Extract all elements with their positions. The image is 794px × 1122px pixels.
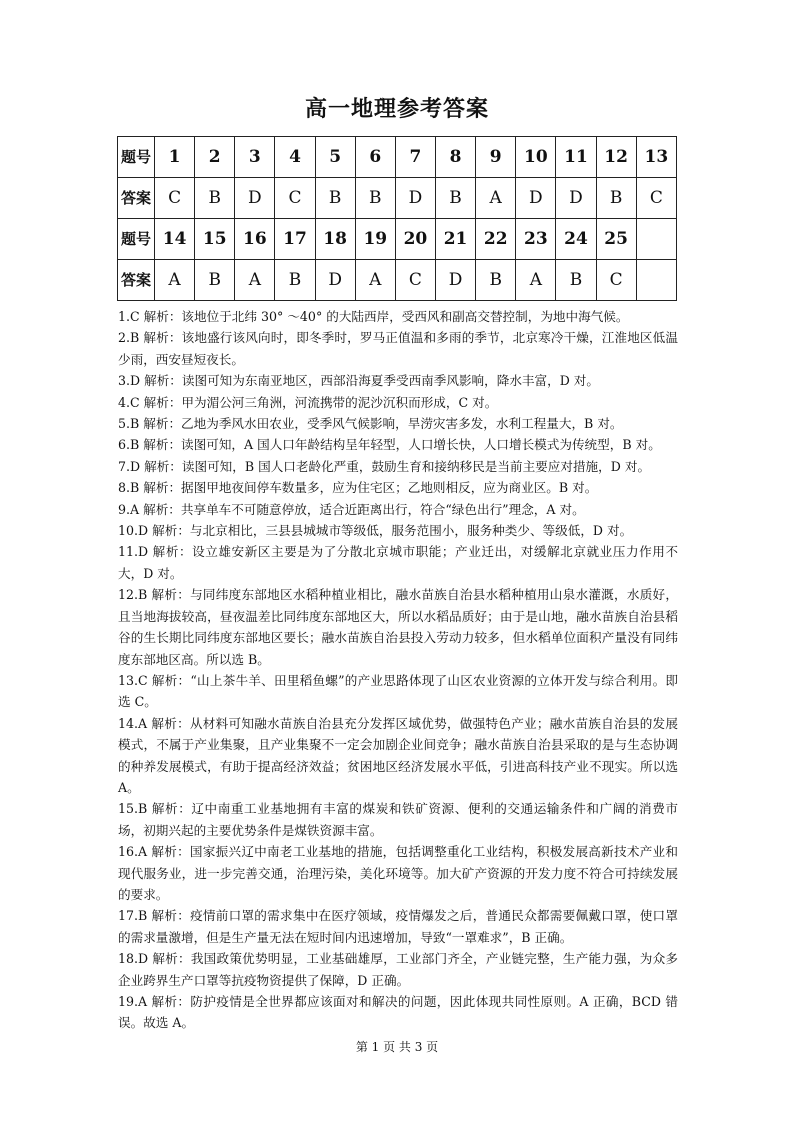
table-cell: A [235, 260, 275, 301]
explanation-item: 9.A 解析：共享单车不可随意停放，适合近距离出行，符合“绿色出行”理念，A 对。 [118, 501, 585, 517]
table-cell: 1 [155, 137, 195, 178]
explanation-item: 8.B 解析：据图甲地夜间停车数量多，应为住宅区；乙地则相反，应为商业区。B 对。 [118, 480, 598, 496]
row-header: 答案 [118, 260, 155, 301]
table-cell: D [556, 178, 596, 219]
table-row [118, 260, 677, 301]
table-cell: D [516, 178, 556, 219]
table-cell: C [155, 178, 195, 219]
table-cell: A [155, 260, 195, 301]
page-footer: 第 1 页 共 3 页 [355, 1040, 439, 1054]
table-cell: B [195, 178, 235, 219]
table-cell: C [395, 260, 435, 301]
table-cell: B [195, 260, 235, 301]
page-title: 高一地理参考答案 [304, 97, 489, 122]
table-cell: B [596, 178, 636, 219]
table-row [118, 178, 677, 219]
table-cell: 14 [155, 219, 195, 260]
table-cell: B [476, 260, 516, 301]
explanation-item: 5.B 解析：乙地为季风水田农业，受季风气候影响，旱涝灾害多发，水利工程量大，B 对。 [118, 416, 623, 432]
table-cell: C [636, 178, 676, 219]
table-row [118, 137, 677, 178]
table-cell: 22 [476, 219, 516, 260]
row-header: 题号 [118, 219, 155, 260]
row-header: 答案 [118, 178, 155, 219]
table-cell: 3 [235, 137, 275, 178]
table-cell: B [275, 260, 315, 301]
explanation-item: 15.B 解析：辽中南重工业基地拥有丰富的煤炭和铁矿资源、便利的交通运输条件和广阔的消费市场，初期兴起的主要优势条件是煤铁资源丰富。 [118, 801, 678, 838]
table-cell: D [235, 178, 275, 219]
table-cell: 25 [596, 219, 636, 260]
explanation-item: 10.D 解析：与北京相比，三县县城城市等级低，服务范围小，服务种类少、等级低，D 对。 [118, 523, 633, 539]
table-cell: A [355, 260, 395, 301]
table-cell: 24 [556, 219, 596, 260]
explanation-item: 13.C 解析：“山上茶牛羊、田里稻鱼螺”的产业思路体现了山区农业资源的立体开发与综合利用。即选 C。 [118, 672, 678, 710]
table-cell [636, 260, 676, 301]
table-cell: 6 [355, 137, 395, 178]
explanation-item: 19.A 解析：防护疫情是全世界都应该面对和解决的问题，因此体现共同性原则。A 正确，BCD 错误。故选 A。 [118, 994, 678, 1031]
explanation-item: 2.B 解析：该地盛行该风向时，即冬季时，罗马正值温和多雨的季节，北京寒冷干燥，江淮地区低温少雨，西安昼短夜长。 [118, 330, 678, 367]
table-row [118, 219, 677, 260]
answer-table [117, 136, 677, 301]
table-cell: D [315, 260, 355, 301]
table-cell: 9 [476, 137, 516, 178]
explanation-list [118, 306, 678, 1034]
table-cell: 15 [195, 219, 235, 260]
table-cell: D [395, 178, 435, 219]
table-cell: 12 [596, 137, 636, 178]
table-cell: 16 [235, 219, 275, 260]
table-cell: C [596, 260, 636, 301]
explanation-item: 16.A 解析：国家振兴辽中南老工业基地的措施，包括调整重化工业结构，积极发展高新技术产业和现代服务业，进一步完善交通，治理污染，美化环境等。加大矿产资源的开发力度不符合可持续发展的要求。 [118, 844, 678, 902]
explanation-item: 12.B 解析：与同纬度东部地区水稻种植业相比，融水苗族自治县水稻种植用山泉水灌溉，水质好，且当地海拔较高，昼夜温差比同纬度东部地区大，所以水稻品质好；由于是山地，融水苗族自治县稻谷的生长期比同纬度东部地区要长；融水苗族自治县投入劳动力较多，但水稻单位面积产量没有同纬度东部地区高。所以选 B。 [118, 587, 678, 667]
table-cell: A [476, 178, 516, 219]
table-cell: 2 [195, 137, 235, 178]
table-cell: B [435, 178, 475, 219]
table-cell: 18 [315, 219, 355, 260]
table-cell: 23 [516, 219, 556, 260]
table-cell [636, 219, 676, 260]
explanation-item: 18.D 解析：我国政策优势明显，工业基础雄厚，工业部门齐全，产业链完整，生产能力强，为众多企业跨界生产口罩等抗疫物资提供了保障，D 正确。 [118, 951, 678, 988]
table-cell: B [355, 178, 395, 219]
row-header: 题号 [118, 137, 155, 178]
table-cell: 5 [315, 137, 355, 178]
table-cell: 17 [275, 219, 315, 260]
explanation-item: 3.D 解析：读图可知为东南亚地区，西部沿海夏季受西南季风影响，降水丰富，D 对。 [118, 373, 599, 389]
table-cell: B [315, 178, 355, 219]
explanation-item: 14.A 解析：从材料可知融水苗族自治县充分发挥区域优势，做强特色产业；融水苗族自治县的发展模式，不属于产业集聚，且产业集聚不一定会加剧企业间竞争；融水苗族自治县采取的是与生态协调的种养发展模式，有助于提高经济效益；贫困地区经济发展水平低，引进高科技产业不现实。所以选 A。 [118, 715, 678, 795]
explanation-item: 7.D 解析：读图可知，B 国人口老龄化严重，鼓励生育和接纳移民是当前主要应对措施，D 对。 [118, 458, 651, 474]
explanation-item: 11.D 解析：设立雄安新区主要是为了分散北京城市职能；产业迁出，对缓解北京就业压力作用不大，D 对。 [118, 544, 678, 581]
table-cell: 8 [435, 137, 475, 178]
table-cell: 4 [275, 137, 315, 178]
table-cell: 21 [435, 219, 475, 260]
table-cell: 11 [556, 137, 596, 178]
explanation-item: 1.C 解析：该地位于北纬 30° ～40° 的大陆西岸，受西风和副高交替控制，为地中海气候。 [118, 309, 629, 324]
table-cell: 10 [516, 137, 556, 178]
table-cell: D [435, 260, 475, 301]
table-cell: B [556, 260, 596, 301]
table-cell: A [516, 260, 556, 301]
explanation-item: 6.B 解析：读图可知，A 国人口年龄结构呈年轻型，人口增长快，人口增长模式为传统型，B 对。 [118, 437, 661, 453]
table-cell: 19 [355, 219, 395, 260]
table-cell: 20 [395, 219, 435, 260]
explanation-item: 17.B 解析：疫情前口罩的需求集中在医疗领域，疫情爆发之后，普通民众都需要佩戴口罩，使口罩的需求量激增，但是生产量无法在短时间内迅速增加，导致“一罩难求”，B 正确。 [118, 908, 678, 945]
table-cell: 7 [395, 137, 435, 178]
table-cell: 13 [636, 137, 676, 178]
explanation-item: 4.C 解析：甲为湄公河三角洲，河流携带的泥沙沉积而形成，C 对。 [118, 394, 498, 410]
table-cell: C [275, 178, 315, 219]
